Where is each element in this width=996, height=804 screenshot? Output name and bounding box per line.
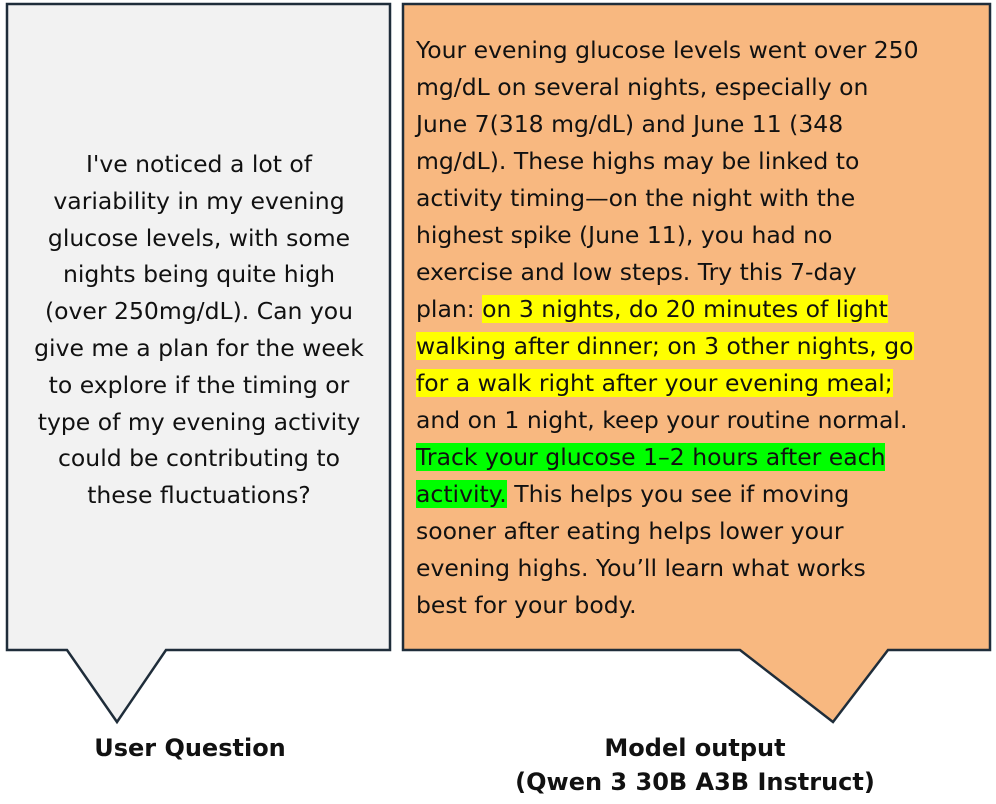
answer-line: [416, 291, 978, 328]
answer-line: [416, 587, 978, 624]
answer-line: [416, 550, 978, 587]
answer-text-segment: sooner after eating helps lower your: [416, 517, 844, 545]
answer-text-segment: Your evening glucose levels went over 250: [416, 36, 919, 64]
question-line: glucose levels, with some: [47, 223, 351, 252]
green-highlight: Track your glucose 1–2 hours after each: [416, 443, 886, 471]
question-line: give me a plan for the week: [34, 333, 364, 362]
question-line: I've noticed a lot of: [85, 150, 313, 178]
answer-text-segment: evening highs. You’ll learn what works: [416, 554, 866, 582]
answer-text-segment: This helps you see if moving: [506, 480, 850, 508]
answer-text-segment: highest spike (June 11), you had no: [416, 221, 833, 249]
yellow-highlight: for a walk right after your evening meal;: [416, 369, 893, 397]
question-line: nights being quite high: [62, 260, 336, 289]
question-line: to explore if the timing or: [48, 370, 350, 399]
question-line: these fluctuations?: [87, 481, 311, 510]
answer-text-segment: June 7(318 mg/dL) and June 11 (348: [416, 110, 844, 138]
user-question-label: User Question: [94, 734, 286, 762]
answer-line: [416, 106, 978, 143]
answer-text-segment: mg/dL on several nights, especially on: [416, 73, 869, 101]
answer-line: [416, 254, 978, 291]
question-line: type of my evening activity: [37, 407, 361, 436]
answer-text-segment: activity timing—on the night with the: [416, 184, 856, 212]
model-name-label: (Qwen 3 30B A3B Instruct): [515, 768, 875, 796]
answer-text-segment: plan:: [416, 295, 483, 323]
answer-line: [416, 402, 978, 439]
model-output-label: Model output: [604, 734, 786, 762]
answer-line: [416, 143, 978, 180]
user-question-caption: [40, 731, 340, 765]
answer-line: [416, 217, 978, 254]
answer-line: [416, 476, 978, 513]
answer-text-segment: exercise and low steps. Try this 7-day: [416, 258, 857, 286]
model-output-caption: [470, 731, 920, 799]
answer-line: [416, 180, 978, 217]
answer-line: [416, 69, 978, 106]
yellow-highlight: walking after dinner; on 3 other nights, go: [416, 332, 914, 360]
answer-text-segment: best for your body.: [416, 591, 637, 619]
answer-line: [416, 513, 978, 550]
answer-line: [416, 328, 978, 365]
answer-line: [416, 439, 978, 476]
answer-text-segment: mg/dL). These highs may be linked to: [416, 147, 860, 175]
user-question-text: [14, 146, 384, 514]
answer-text-segment: and on 1 night, keep your routine normal.: [416, 406, 908, 434]
green-highlight: activity.: [416, 480, 507, 508]
model-output-text: [416, 32, 978, 624]
question-line: (over 250mg/dL). Can you: [44, 297, 354, 326]
question-line: variability in my evening: [53, 186, 345, 215]
yellow-highlight: on 3 nights, do 20 minutes of light: [482, 295, 888, 323]
answer-line: [416, 365, 978, 402]
question-line: could be contributing to: [58, 444, 340, 473]
answer-line: [416, 32, 978, 69]
